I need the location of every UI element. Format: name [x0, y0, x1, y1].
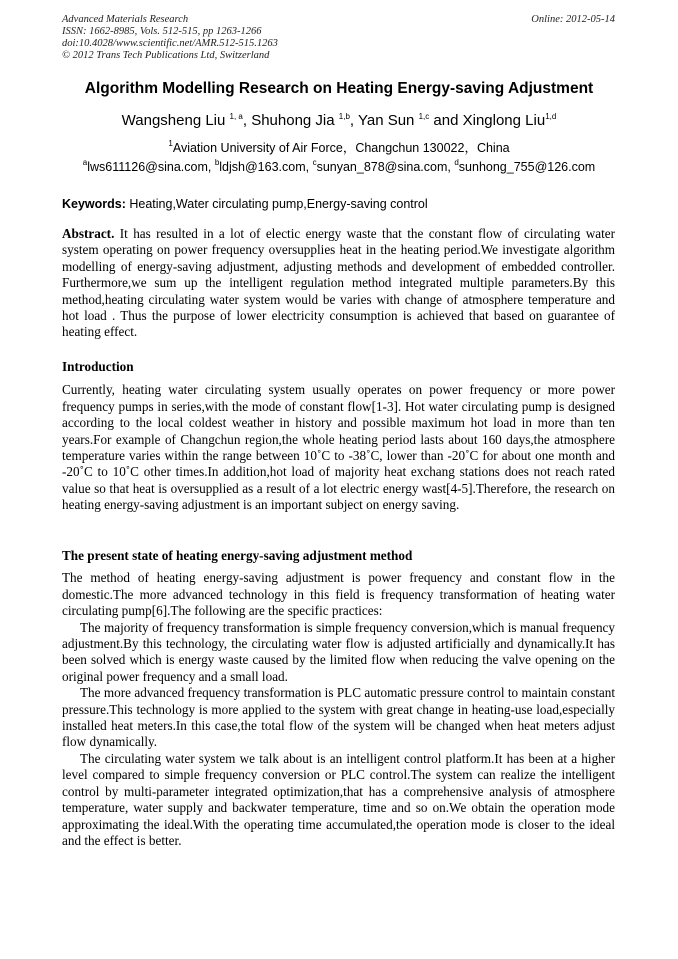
- paragraph: Currently, heating water circulating system usually operates on power frequency or more power frequency pumps in series,with the mode of constant flow[1-3]. Hot water circulating pump is designed according to the local coldest weather in history and possible maximum hot load in more than ten years.For example of Changchun region,the whole heating period lasts about 160 days,the atmosphere temperature varies within the range between 10˚C to -38˚C, lower than -20˚C for about one month and -20˚C to 10˚C other times.In addition,hot load of majority heat exchang stations does not reach rated value so that heat is oversupplied as a result of a lot electric energy wast[4-5].Therefore, the research on heating energy-saving adjustment is an important subject on energy saving.: [62, 382, 615, 513]
- author-name: , Yan Sun: [349, 112, 419, 129]
- author-sup: 1,b: [338, 112, 350, 121]
- keywords-label: Keywords:: [62, 197, 126, 211]
- doi: doi:10.4028/www.scientific.net/AMR.512-515.1263: [62, 38, 278, 49]
- email-sup: a: [82, 158, 88, 167]
- section-present-state: [62, 548, 615, 849]
- issn: ISSN: 1662-8985, Vols. 512-515, pp 1263-1266: [62, 26, 262, 37]
- affiliation-text: Aviation University of Air Force，Changchun 130022，China: [172, 141, 510, 155]
- affiliation: [0, 138, 678, 156]
- email: ldjsh@163.com,: [219, 160, 313, 174]
- email-sup: c: [312, 158, 317, 167]
- author-name: Wangsheng Liu: [121, 112, 230, 129]
- keywords-text: Heating,Water circulating pump,Energy-saving control: [125, 197, 428, 211]
- author-sup: 1,d: [545, 112, 557, 121]
- journal-name: Advanced Materials Research: [62, 14, 189, 25]
- paper-title: Algorithm Modelling Research on Heating Energy-saving Adjustment: [84, 80, 594, 97]
- paragraph: The majority of frequency transformation is simple frequency conversion,which is manual frequency adjustment.By this technology, the circulating water flow is adjusted artificially and dynamically.It has been solved which is energy waste caused by the limited flow when reducing the valve opening on the original power frequency and a small load.: [62, 619, 615, 684]
- email: sunyan_878@sina.com,: [316, 160, 455, 174]
- online-date: Online: 2012-05-14: [531, 14, 615, 25]
- emails: [0, 160, 678, 174]
- email-sup: b: [214, 158, 220, 167]
- paragraph: The method of heating energy-saving adjustment is power frequency and constant flow in the domestic.The more advanced technology in this field is frequency transformation of heating water circulating pump[6].The following are the specific practices:: [62, 570, 615, 619]
- authors: [0, 112, 678, 129]
- paragraph: The circulating water system we talk about is an intelligent control platform.It has been at a higher level compared to simple frequency conversion or PLC control.The system can realize the intelligent control by multi-parameter integrated optimization,that has a comprehensive analysis of atmosphere temperature, water supply and backwater temperature, time and so on.We obtain the operation mode approximating the ideal.With the operating time accumulated,the operation mode is closer to the ideal and the effect is better.: [62, 750, 615, 848]
- author-sup: 1,c: [418, 112, 430, 121]
- section-heading: Introduction: [62, 359, 134, 374]
- keywords: [62, 197, 428, 211]
- author-name: and Xinglong Liu: [429, 112, 546, 129]
- section-introduction: [62, 359, 615, 514]
- paragraph: The more advanced frequency transformation is PLC automatic pressure control to maintain constant pressure.This technology is more applied to the system with great change in heating-use load,especially installed heat meters.In this case,the total flow of the system will be changed when heat meters adjust flow dynamically.: [62, 685, 615, 750]
- journal-header: [62, 14, 278, 62]
- abstract: [62, 226, 615, 341]
- author-sup: 1, a: [229, 112, 243, 121]
- email: sunhong_755@126.com: [458, 160, 596, 174]
- abstract-label: Abstract.: [62, 226, 115, 241]
- email: lws611126@sina.com,: [87, 160, 215, 174]
- abstract-text: It has resulted in a lot of electic energy waste that the constant flow of circulating water system operating on power frequency oversupplies heat in the heating period.We investigate algorithm modelling of energy-saving adjustment, adjusting methods and development of embedded controller. Furthermore,we sum up the intelligent regulation method integrated multiple parameters.By this method,heating circulating water system would be varies with change of atmosphere temperature and hot load . Thus the purpose of lower electricity consumption is achieved that based on guarantee of heating effect.: [62, 226, 615, 340]
- email-sup: d: [454, 158, 459, 167]
- section-heading: The present state of heating energy-saving adjustment method: [62, 548, 413, 563]
- author-name: , Shuhong Jia: [242, 112, 339, 129]
- copyright: © 2012 Trans Tech Publications Ltd, Switzerland: [62, 50, 270, 61]
- affiliation-sup: 1: [168, 139, 173, 148]
